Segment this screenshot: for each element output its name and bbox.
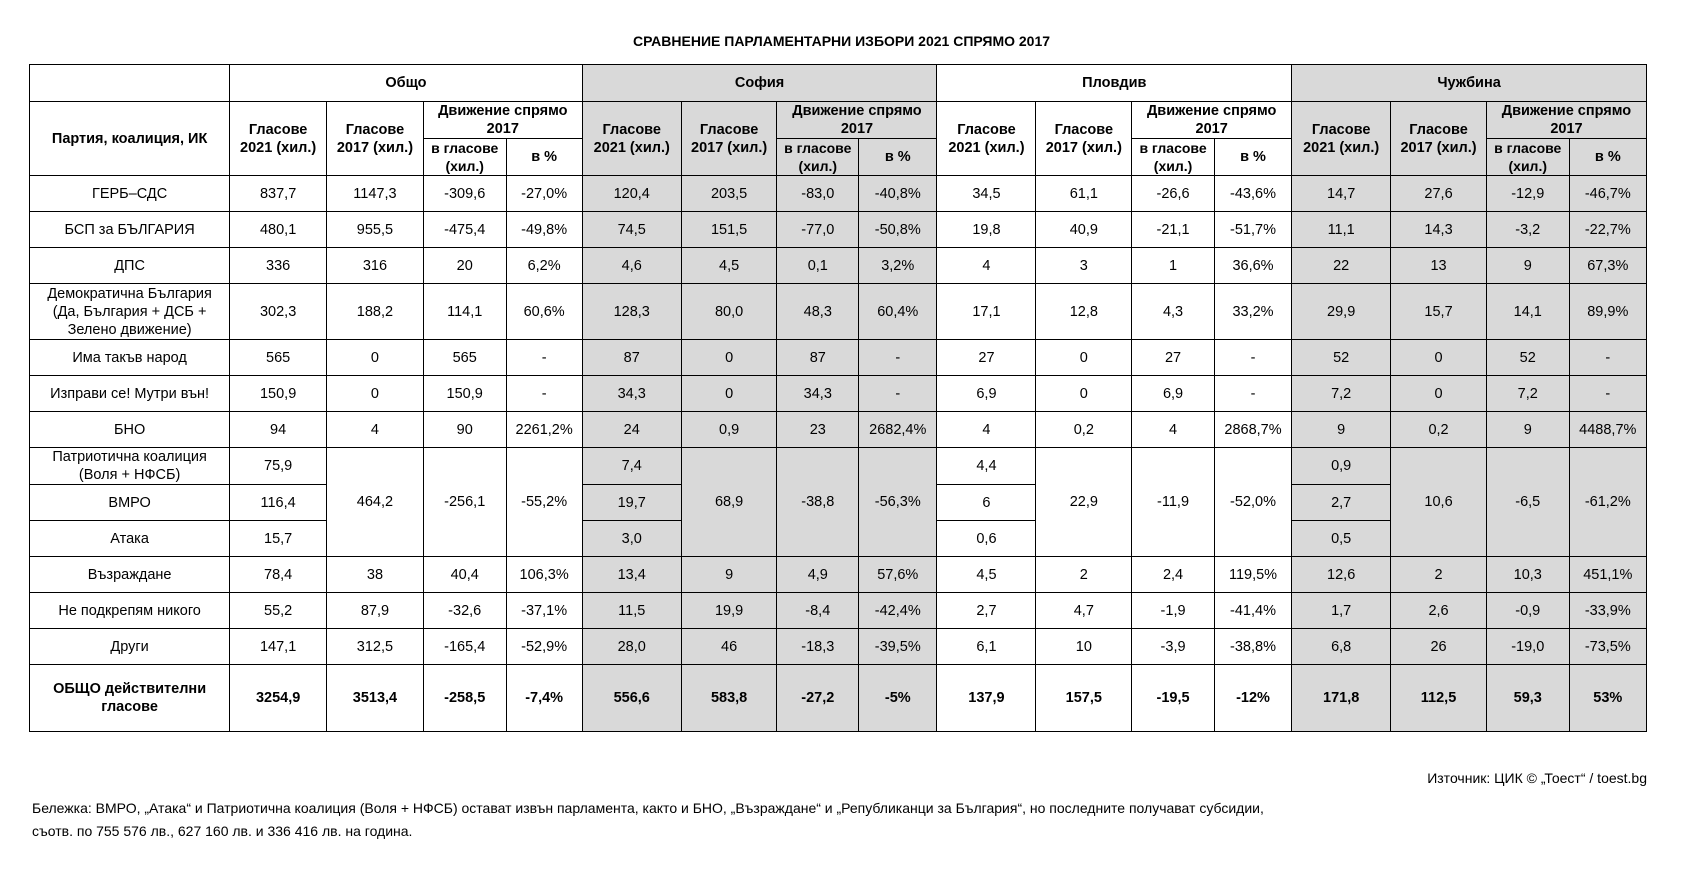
party-name: Не подкрепям никого <box>30 593 230 629</box>
table-cell: 10,6 <box>1391 448 1487 557</box>
table-cell: 583,8 <box>681 665 777 732</box>
table-cell: -40,8% <box>859 176 937 212</box>
footnote-line: съотв. по 755 576 лв., 627 160 лв. и 336 416 лв. на година. <box>32 823 413 839</box>
table-cell: -42,4% <box>859 593 937 629</box>
table-cell: 34,3 <box>777 376 859 412</box>
votes-2017-header: Гласове 2017 (хил.) <box>1036 102 1132 176</box>
table-cell: 60,6% <box>506 284 582 340</box>
table-cell: 7,2 <box>1292 376 1391 412</box>
table-cell: -41,4% <box>1214 593 1291 629</box>
table-cell: 0 <box>327 340 424 376</box>
table-cell: 2261,2% <box>506 412 582 448</box>
table-cell: 114,1 <box>423 284 506 340</box>
table-cell: 2682,4% <box>859 412 937 448</box>
table-cell: 106,3% <box>506 557 582 593</box>
table-cell: 955,5 <box>327 212 424 248</box>
table-cell: -21,1 <box>1132 212 1215 248</box>
table-cell: -258,5 <box>423 665 506 732</box>
table-cell: 12,8 <box>1036 284 1132 340</box>
table-cell: 0 <box>1036 376 1132 412</box>
table-row <box>30 176 1647 212</box>
table-cell: 4 <box>1132 412 1215 448</box>
table-cell: -27,0% <box>506 176 582 212</box>
table-cell: 464,2 <box>327 448 424 557</box>
table-cell: 4 <box>327 412 424 448</box>
table-cell: 203,5 <box>681 176 777 212</box>
table-cell: -26,6 <box>1132 176 1215 212</box>
table-cell: 556,6 <box>582 665 681 732</box>
table-cell: 151,5 <box>681 212 777 248</box>
table-cell: 48,3 <box>777 284 859 340</box>
region-header-total: Общо <box>230 65 583 102</box>
table-cell: 480,1 <box>230 212 327 248</box>
table-cell: 3,2% <box>859 248 937 284</box>
party-name: Атака <box>30 521 230 557</box>
table-cell: 1,7 <box>1292 593 1391 629</box>
table-cell: - <box>1569 376 1646 412</box>
table-cell: 10 <box>1036 629 1132 665</box>
votes-2017-header: Гласове 2017 (хил.) <box>1391 102 1487 176</box>
table-cell: 2 <box>1036 557 1132 593</box>
table-cell: 4 <box>937 412 1036 448</box>
table-cell: -0,9 <box>1486 593 1569 629</box>
party-name: Изправи се! Мутри вън! <box>30 376 230 412</box>
table-cell: 0 <box>681 340 777 376</box>
table-cell: 14,1 <box>1486 284 1569 340</box>
table-cell: -1,9 <box>1132 593 1215 629</box>
table-cell: 19,8 <box>937 212 1036 248</box>
table-cell: 11,5 <box>582 593 681 629</box>
table-cell: 28,0 <box>582 629 681 665</box>
table-row <box>30 557 1647 593</box>
table-cell: 87,9 <box>327 593 424 629</box>
table-cell: 2 <box>1391 557 1487 593</box>
table-cell: -50,8% <box>859 212 937 248</box>
table-cell: 19,7 <box>582 485 681 521</box>
table-cell: 0,9 <box>681 412 777 448</box>
table-cell: -61,2% <box>1569 448 1646 557</box>
in-pct-header: в % <box>1569 139 1646 176</box>
table-cell: 12,6 <box>1292 557 1391 593</box>
table-cell: 74,5 <box>582 212 681 248</box>
table-cell: 0,1 <box>777 248 859 284</box>
party-name: Демократична България (Да, България + ДСБ + Зелено движение) <box>30 284 230 340</box>
table-row <box>30 284 1647 340</box>
table-cell: 7,4 <box>582 448 681 485</box>
table-cell: - <box>1214 376 1291 412</box>
table-cell: 150,9 <box>423 376 506 412</box>
table-cell: - <box>859 376 937 412</box>
party-name: ГЕРБ–СДС <box>30 176 230 212</box>
in-pct-header: в % <box>1214 139 1291 176</box>
table-cell: 0 <box>327 376 424 412</box>
table-cell: 52 <box>1292 340 1391 376</box>
table-cell: 451,1% <box>1569 557 1646 593</box>
table-cell: 9 <box>1486 412 1569 448</box>
table-cell: -32,6 <box>423 593 506 629</box>
region-header-plovdiv: Пловдив <box>937 65 1292 102</box>
table-cell: 0,5 <box>1292 521 1391 557</box>
table-cell: 36,6% <box>1214 248 1291 284</box>
table-cell: 157,5 <box>1036 665 1132 732</box>
table-cell: 4488,7% <box>1569 412 1646 448</box>
table-cell: -46,7% <box>1569 176 1646 212</box>
source-credit: Източник: ЦИК © „Тоест“ / toest.bg <box>1427 770 1647 786</box>
table-cell: 46 <box>681 629 777 665</box>
table-row <box>30 376 1647 412</box>
table-cell: -39,5% <box>859 629 937 665</box>
table-cell: 68,9 <box>681 448 777 557</box>
table-cell: 11,1 <box>1292 212 1391 248</box>
table-cell: 3254,9 <box>230 665 327 732</box>
table-cell: 4 <box>937 248 1036 284</box>
total-row <box>30 665 1647 732</box>
table-cell: 80,0 <box>681 284 777 340</box>
table-cell: -83,0 <box>777 176 859 212</box>
page-title: СРАВНЕНИЕ ПАРЛАМЕНТАРНИ ИЗБОРИ 2021 СПРЯМО 2017 <box>632 33 1051 49</box>
table-row <box>30 340 1647 376</box>
votes-2021-header: Гласове 2021 (хил.) <box>582 102 681 176</box>
table-cell: 2,7 <box>937 593 1036 629</box>
table-cell: 2868,7% <box>1214 412 1291 448</box>
table-cell: 0,6 <box>937 521 1036 557</box>
table-cell: 9 <box>681 557 777 593</box>
table-cell: 312,5 <box>327 629 424 665</box>
in-votes-header: в гласове (хил.) <box>1132 139 1215 176</box>
table-cell: -38,8 <box>777 448 859 557</box>
table-cell: 6,9 <box>1132 376 1215 412</box>
table-cell: 7,2 <box>1486 376 1569 412</box>
table-cell: -12% <box>1214 665 1291 732</box>
table-cell: -55,2% <box>506 448 582 557</box>
table-cell: -6,5 <box>1486 448 1569 557</box>
table-cell: 6,2% <box>506 248 582 284</box>
table-cell: 15,7 <box>230 521 327 557</box>
table-cell: 29,9 <box>1292 284 1391 340</box>
table-cell: 2,7 <box>1292 485 1391 521</box>
in-pct-header: в % <box>506 139 582 176</box>
table-cell: -56,3% <box>859 448 937 557</box>
table-cell: -11,9 <box>1132 448 1215 557</box>
table-cell: 0 <box>1391 376 1487 412</box>
table-cell: 55,2 <box>230 593 327 629</box>
table-body <box>30 176 1647 732</box>
table-cell: 316 <box>327 248 424 284</box>
table-cell: 78,4 <box>230 557 327 593</box>
party-name: ДПС <box>30 248 230 284</box>
in-votes-header: в гласове (хил.) <box>423 139 506 176</box>
region-header-sofia: София <box>582 65 937 102</box>
table-cell: 90 <box>423 412 506 448</box>
table-cell: 34,5 <box>937 176 1036 212</box>
table-cell: 565 <box>423 340 506 376</box>
table-cell: 89,9% <box>1569 284 1646 340</box>
table-cell: 150,9 <box>230 376 327 412</box>
table-cell: 59,3 <box>1486 665 1569 732</box>
table-cell: 112,5 <box>1391 665 1487 732</box>
in-pct-header: в % <box>859 139 937 176</box>
table-cell: 17,1 <box>937 284 1036 340</box>
table-cell: - <box>506 340 582 376</box>
table-row <box>30 412 1647 448</box>
party-name: БНО <box>30 412 230 448</box>
table-cell: 10,3 <box>1486 557 1569 593</box>
table-cell: 4,7 <box>1036 593 1132 629</box>
party-name: Други <box>30 629 230 665</box>
table-cell: 27 <box>937 340 1036 376</box>
table-row <box>30 593 1647 629</box>
table-cell: 57,6% <box>859 557 937 593</box>
table-cell: 94 <box>230 412 327 448</box>
table-cell: 4,9 <box>777 557 859 593</box>
table-cell: 26 <box>1391 629 1487 665</box>
table-cell: 147,1 <box>230 629 327 665</box>
table-cell: 6 <box>937 485 1036 521</box>
table-cell: 336 <box>230 248 327 284</box>
votes-2017-header: Гласове 2017 (хил.) <box>681 102 777 176</box>
movement-header: Движение спрямо 2017 <box>1486 102 1646 139</box>
table-cell: 2,4 <box>1132 557 1215 593</box>
table-cell: 188,2 <box>327 284 424 340</box>
table-cell: 0 <box>1391 340 1487 376</box>
in-votes-header: в гласове (хил.) <box>1486 139 1569 176</box>
table-cell: -256,1 <box>423 448 506 557</box>
corner-cell <box>30 65 230 102</box>
table-cell: 23 <box>777 412 859 448</box>
table-cell: 0,9 <box>1292 448 1391 485</box>
table-cell: 837,7 <box>230 176 327 212</box>
table-cell: 33,2% <box>1214 284 1291 340</box>
movement-header: Движение спрямо 2017 <box>777 102 937 139</box>
table-cell: -475,4 <box>423 212 506 248</box>
table-cell: -19,5 <box>1132 665 1215 732</box>
table-cell: -7,4% <box>506 665 582 732</box>
table-cell: 116,4 <box>230 485 327 521</box>
table-cell: 120,4 <box>582 176 681 212</box>
table-cell: 128,3 <box>582 284 681 340</box>
party-name: ВМРО <box>30 485 230 521</box>
table-cell: -27,2 <box>777 665 859 732</box>
table-cell: -49,8% <box>506 212 582 248</box>
table-cell: 4,3 <box>1132 284 1215 340</box>
table-cell: 119,5% <box>1214 557 1291 593</box>
table-cell: 6,9 <box>937 376 1036 412</box>
votes-2021-header: Гласове 2021 (хил.) <box>937 102 1036 176</box>
table-cell: 22 <box>1292 248 1391 284</box>
table-cell: 302,3 <box>230 284 327 340</box>
table-cell: 6,1 <box>937 629 1036 665</box>
table-cell: -22,7% <box>1569 212 1646 248</box>
table-row <box>30 448 1647 485</box>
table-cell: 9 <box>1486 248 1569 284</box>
table-cell: 13 <box>1391 248 1487 284</box>
table-cell: -33,9% <box>1569 593 1646 629</box>
table-cell: 24 <box>582 412 681 448</box>
party-name: БСП за БЪЛГАРИЯ <box>30 212 230 248</box>
table-cell: - <box>506 376 582 412</box>
table-cell: -12,9 <box>1486 176 1569 212</box>
table-cell: -43,6% <box>1214 176 1291 212</box>
results-table <box>29 64 1647 732</box>
movement-header: Движение спрямо 2017 <box>423 102 582 139</box>
table-cell: 1 <box>1132 248 1215 284</box>
region-header-abroad: Чужбина <box>1292 65 1647 102</box>
table-cell: -5% <box>859 665 937 732</box>
table-cell: 87 <box>777 340 859 376</box>
table-cell: 4,4 <box>937 448 1036 485</box>
table-cell: 40,4 <box>423 557 506 593</box>
table-cell: 61,1 <box>1036 176 1132 212</box>
table-row <box>30 248 1647 284</box>
table-cell: 0 <box>681 376 777 412</box>
table-cell: 75,9 <box>230 448 327 485</box>
table-cell: 137,9 <box>937 665 1036 732</box>
party-name: ОБЩО действителни гласове <box>30 665 230 732</box>
table-cell: 171,8 <box>1292 665 1391 732</box>
table-cell: 14,7 <box>1292 176 1391 212</box>
table-cell: 52 <box>1486 340 1569 376</box>
table-cell: - <box>859 340 937 376</box>
table-cell: 15,7 <box>1391 284 1487 340</box>
table-cell: 1147,3 <box>327 176 424 212</box>
table-cell: -18,3 <box>777 629 859 665</box>
table-cell: 3,0 <box>582 521 681 557</box>
table-cell: 38 <box>327 557 424 593</box>
table-cell: 19,9 <box>681 593 777 629</box>
table-cell: 20 <box>423 248 506 284</box>
footnote <box>32 797 1592 843</box>
party-column-header: Партия, коалиция, ИК <box>30 102 230 176</box>
table-cell: -51,7% <box>1214 212 1291 248</box>
table-cell: 2,6 <box>1391 593 1487 629</box>
table-cell: 6,8 <box>1292 629 1391 665</box>
table-cell: 4,5 <box>681 248 777 284</box>
table-cell: -38,8% <box>1214 629 1291 665</box>
table-cell: 34,3 <box>582 376 681 412</box>
table-cell: -52,9% <box>506 629 582 665</box>
table-cell: 4,5 <box>937 557 1036 593</box>
table-row <box>30 212 1647 248</box>
table-cell: 40,9 <box>1036 212 1132 248</box>
table-cell: 3 <box>1036 248 1132 284</box>
table-cell: -3,9 <box>1132 629 1215 665</box>
table-cell: -73,5% <box>1569 629 1646 665</box>
table-cell: 14,3 <box>1391 212 1487 248</box>
table-cell: 22,9 <box>1036 448 1132 557</box>
table-cell: 0 <box>1036 340 1132 376</box>
table-cell: 0,2 <box>1391 412 1487 448</box>
table-cell: 60,4% <box>859 284 937 340</box>
table-cell: -52,0% <box>1214 448 1291 557</box>
party-name: Възраждане <box>30 557 230 593</box>
votes-2017-header: Гласове 2017 (хил.) <box>327 102 424 176</box>
table-cell: -77,0 <box>777 212 859 248</box>
table-cell: -19,0 <box>1486 629 1569 665</box>
table-cell: 13,4 <box>582 557 681 593</box>
table-cell: 565 <box>230 340 327 376</box>
table-cell: 27,6 <box>1391 176 1487 212</box>
party-name: Има такъв народ <box>30 340 230 376</box>
table-cell: 0,2 <box>1036 412 1132 448</box>
table-cell: 27 <box>1132 340 1215 376</box>
in-votes-header: в гласове (хил.) <box>777 139 859 176</box>
table-cell: 67,3% <box>1569 248 1646 284</box>
table-cell: -309,6 <box>423 176 506 212</box>
votes-2021-header: Гласове 2021 (хил.) <box>230 102 327 176</box>
movement-header: Движение спрямо 2017 <box>1132 102 1292 139</box>
party-name: Патриотична коалиция (Воля + НФСБ) <box>30 448 230 485</box>
table-cell: 53% <box>1569 665 1646 732</box>
table-cell: -165,4 <box>423 629 506 665</box>
table-cell: 9 <box>1292 412 1391 448</box>
table-cell: 4,6 <box>582 248 681 284</box>
table-row <box>30 629 1647 665</box>
table-cell: - <box>1214 340 1291 376</box>
table-cell: -8,4 <box>777 593 859 629</box>
table-cell: 87 <box>582 340 681 376</box>
table-cell: 3513,4 <box>327 665 424 732</box>
footnote-line: Бележка: ВМРО, „Атака“ и Патриотична коалиция (Воля + НФСБ) остават извън парламента, както и БНО, „Възраждане“ и „Републиканци за България“, но последните получават субсидии, <box>32 800 1264 816</box>
table-cell: - <box>1569 340 1646 376</box>
votes-2021-header: Гласове 2021 (хил.) <box>1292 102 1391 176</box>
table-cell: -3,2 <box>1486 212 1569 248</box>
table-cell: -37,1% <box>506 593 582 629</box>
